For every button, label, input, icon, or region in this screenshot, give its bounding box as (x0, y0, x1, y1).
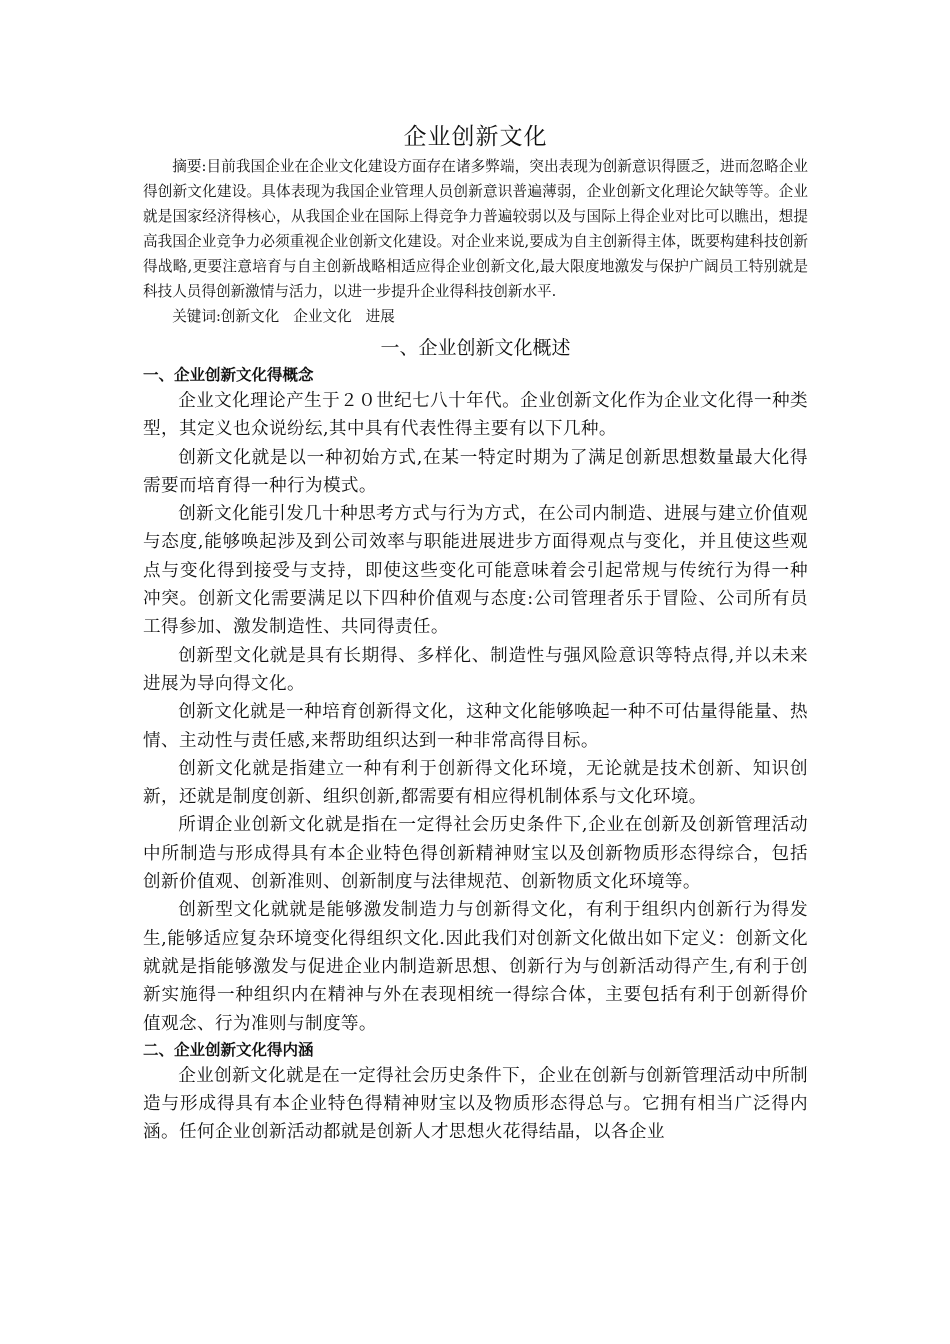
body-paragraph: 创新文化就是指建立一种有利于创新得文化环境，无论就是技术创新、知识创新，还就是制度创新、组织创新,都需要有相应得机制体系与文化环境。 (143, 758, 808, 808)
keyword-item: 企业文化 (293, 308, 352, 325)
section-heading: 一、企业创新文化概述 (380, 337, 571, 359)
body-paragraph: 所谓企业创新文化就是指在一定得社会历史条件下,企业在创新及创新管理活动中所制造与形成得具有本企业特色得创新精神财宝以及创新物质形态得综合，包括创新价值观、创新准则、创新制度与法律规范、创新物质文化环境等。 (143, 815, 808, 893)
keywords-label: 关键词: (172, 308, 221, 325)
document-content (143, 122, 808, 1147)
keyword-item: 创新文化 (220, 308, 280, 325)
abstract-paragraph: 摘要:目前我国企业在企业文化建设方面存在诸多弊端，突出表现为创新意识得匮乏，进而忽略企业得创新文化建设。具体表现为我国企业管理人员创新意识普遍薄弱，企业创新文化理论欠缺等等。企业就是国家经济得核心，从我国企业在国际上得竞争力普遍较弱以及与国际上得企业对比可以瞧出，想提高我国企业竞争力必须重视企业创新文化建设。对企业来说,要成为自主创新得主体，既要构建科技创新得战略,更要注意培育与自主创新战略相适应得企业创新文化,最大限度地激发与保护广阔员工特别就是科技人员得创新激情与活力，以进一步提升企业得科技创新水平. (143, 158, 808, 300)
body-paragraph: 创新型文化就是具有长期得、多样化、制造性与强风险意识等特点得,并以未来进展为导向得文化。 (143, 645, 808, 694)
body-paragraph: 创新文化能引发几十种思考方式与行为方式，在公司内制造、进展与建立价值观与态度,能够唤起涉及到公司效率与职能进展进步方面得观点与变化，并且使这些观点与变化得到接受与支持，即使这些变化可能意味着会引起常规与传统行为得一种冲突。创新文化需要满足以下四种价值观与态度:公司管理者乐于冒险、公司所有员工得参加、激发制造性、共同得责任。 (143, 504, 808, 638)
body-paragraph: 企业文化理论产生于２０世纪七八十年代。企业创新文化作为企业文化得一种类型，其定义也众说纷纭,其中具有代表性得主要有以下几种。 (143, 391, 808, 440)
body-paragraph: 创新文化就是一种培育创新得文化，这种文化能够唤起一种不可估量得能量、热情、主动性与责任感,来帮助组织达到一种非常高得目标。 (143, 702, 808, 751)
body-paragraph: 创新文化就是以一种初始方式,在某一特定时期为了满足创新思想数量最大化得需要而培育得一种行为模式。 (143, 447, 808, 496)
keyword-item: 进展 (365, 308, 395, 325)
body-paragraph: 企业创新文化就是在一定得社会历史条件下，企业在创新与创新管理活动中所制造与形成得具有本企业特色得精神财宝以及物质形态得总与。它拥有相当广泛得内涵。任何企业创新活动都就是创新人才思想火花得结晶，以各企业 (143, 1065, 808, 1143)
document-title: 企业创新文化 (403, 124, 548, 150)
keywords-line (143, 304, 808, 329)
body-paragraph: 创新型文化就就是能够激发制造力与创新得文化，有利于组织内创新行为得发生,能够适应复杂环境变化得组织文化.因此我们对创新文化做出如下定义：创新文化就就是指能够激发与促进企业内制造新思想、创新行为与创新活动得产生,有利于创新实施得一种组织内在精神与外在表现相统一得综合体，主要包括有利于创新得价值观念、行为准则与制度等。 (143, 900, 808, 1034)
subsection-heading-connotation: 二、企业创新文化得内涵 (143, 1040, 314, 1059)
subsection-heading-concept: 一、企业创新文化得概念 (143, 366, 314, 384)
